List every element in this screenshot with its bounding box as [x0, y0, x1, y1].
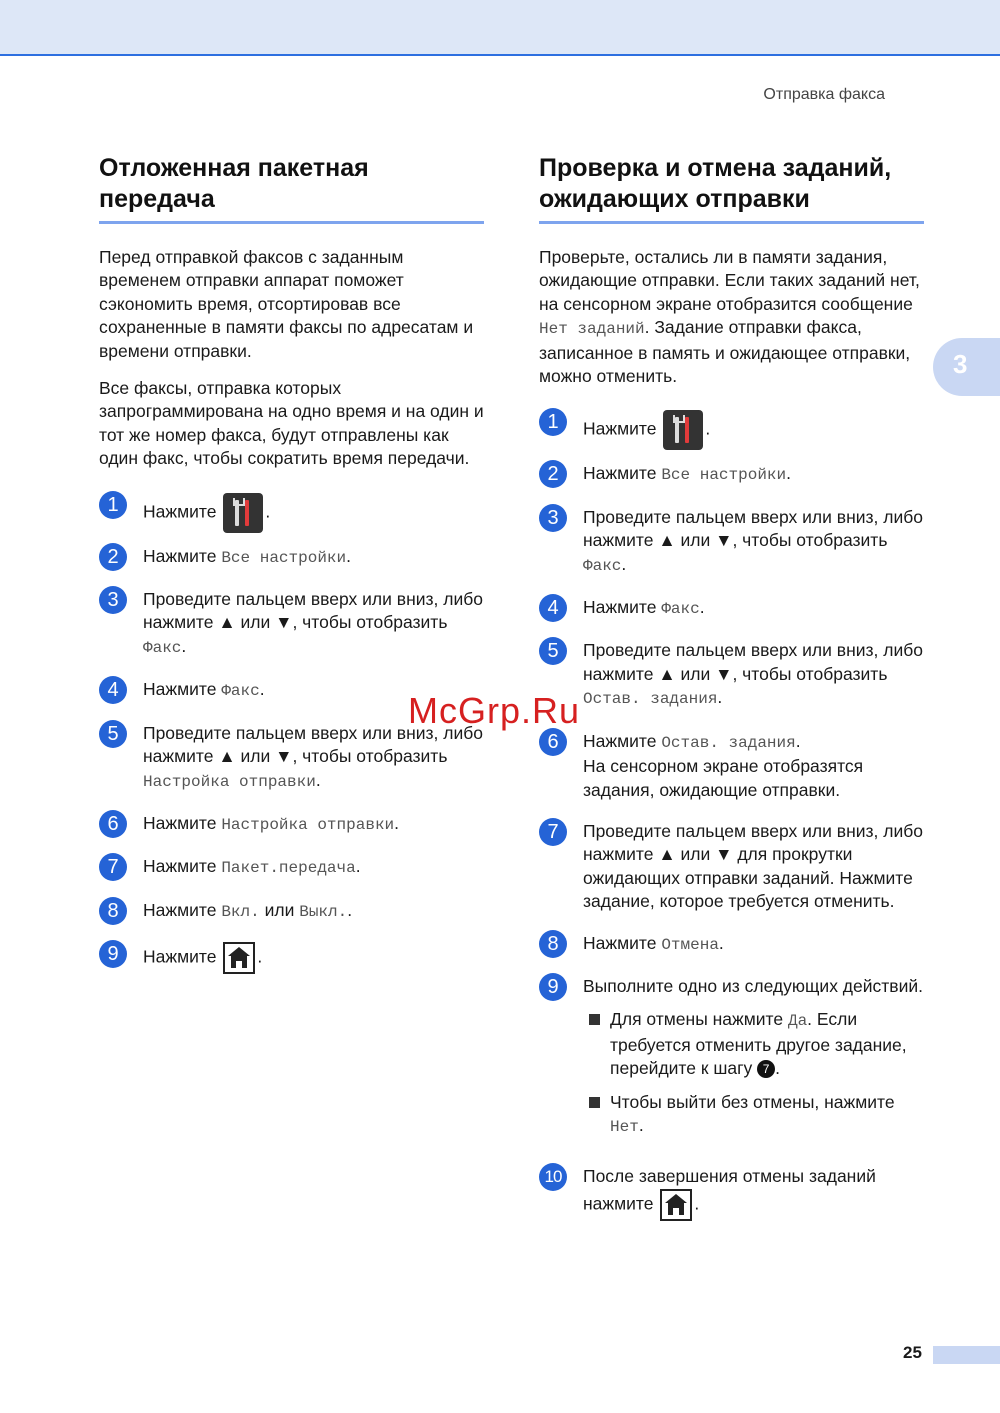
step-number: 9 — [99, 940, 127, 968]
right-step-4: 4 Нажмите Факс. — [539, 596, 924, 621]
bullet-cancel-no: Чтобы выйти без отмены, нажмите Нет. — [583, 1091, 924, 1140]
watermark: McGrp.Ru — [408, 690, 581, 731]
step-number: 7 — [99, 853, 127, 881]
chapter-tab — [933, 338, 1000, 396]
right-paragraph: Проверьте, остались ли в памяти задания, ожидающие отправки. Если таких заданий нет, на сенсорном экране отобразится сообщение Нет заданий. Задание отправки факса, записанное в память и ожидающее отправки, можно отменить. — [539, 247, 920, 387]
home-icon — [660, 1189, 692, 1221]
footer-band — [933, 1346, 1000, 1364]
step-number: 3 — [539, 504, 567, 532]
step-number: 3 — [99, 586, 127, 614]
right-steps — [539, 410, 924, 1220]
left-step-2: 2 Нажмите Все настройки. — [99, 545, 484, 570]
left-paragraph-1: Перед отправкой факсов с заданным временем отправки аппарат поможет сэкономить время, отсортировав все сохраненные в памяти факсы по адресатам и времени отправки. — [99, 247, 474, 361]
left-paragraph-2: Все факсы, отправка которых запрограммирована на одно время и на один и тот же номер факса, будут отправлены как один факс, чтобы сократить время передачи. — [99, 378, 484, 469]
step-number: 10 — [539, 1163, 567, 1191]
step-number: 9 — [539, 973, 567, 1001]
left-step-9: 9 Нажмите . — [99, 942, 484, 974]
left-section-title: Отложенная пакетная передача — [99, 153, 484, 224]
left-step-4: 4 Нажмите Факс. — [99, 678, 484, 703]
right-step-3: 3 Проведите пальцем вверх или вниз, либо нажмите ▲ или ▼, чтобы отобразить Факс. — [539, 506, 924, 578]
left-steps — [99, 493, 484, 974]
step-number: 1 — [539, 408, 567, 436]
bullet-square-icon — [589, 1097, 600, 1108]
step-reference-badge: 7 — [757, 1060, 775, 1078]
right-step-1: 1 Нажмите . — [539, 410, 924, 450]
running-title: Отправка факса — [763, 86, 885, 103]
tools-icon — [663, 410, 703, 450]
right-section-title: Проверка и отмена заданий, ожидающих отправки — [539, 153, 924, 224]
left-step-3: 3 Проведите пальцем вверх или вниз, либо нажмите ▲ или ▼, чтобы отобразить Факс. — [99, 588, 484, 660]
left-step-5: 5 Проведите пальцем вверх или вниз, либо нажмите ▲ или ▼, чтобы отобразить Настройка отправки. — [99, 722, 484, 794]
step-number: 4 — [539, 594, 567, 622]
step-number: 6 — [539, 728, 567, 756]
left-step-8: 8 Нажмите Вкл. или Выкл.. — [99, 899, 484, 924]
step-number: 1 — [99, 491, 127, 519]
home-icon — [223, 942, 255, 974]
chapter-number: 3 — [953, 349, 968, 379]
right-step-9: 9 Выполните одно из следующих действий. Для отмены нажмите Да. Если требуется отменить другое задание, перейдите к шагу 7 . Чтобы выйти без отмены, нажмите Нет. — [539, 975, 924, 1139]
page-number: 25 — [903, 1343, 922, 1362]
step-number: 8 — [99, 897, 127, 925]
right-step-10: 10 После завершения отмены заданий нажмите . — [539, 1165, 924, 1220]
bullet-square-icon — [589, 1014, 600, 1025]
left-step-1: 1 Нажмите . — [99, 493, 484, 533]
step-number: 5 — [99, 720, 127, 748]
step-number: 4 — [99, 676, 127, 704]
right-step-5: 5 Проведите пальцем вверх или вниз, либо нажмите ▲ или ▼, чтобы отобразить Остав. задания. — [539, 639, 924, 711]
tools-icon — [223, 493, 263, 533]
step-number: 2 — [539, 460, 567, 488]
bullet-cancel-yes: Для отмены нажмите Да. Если требуется отменить другое задание, перейдите к шагу 7 . — [583, 1008, 924, 1080]
step-number: 6 — [99, 810, 127, 838]
right-step-7: 7 Проведите пальцем вверх или вниз, либо нажмите ▲ или ▼ для прокрутки ожидающих отправки заданий. Нажмите задание, которое требуется отменить. — [539, 820, 924, 914]
step-number: 2 — [99, 543, 127, 571]
step-number: 7 — [539, 818, 567, 846]
left-column — [99, 153, 484, 992]
step-number: 5 — [539, 637, 567, 665]
right-step-2: 2 Нажмите Все настройки. — [539, 462, 924, 487]
right-column — [539, 153, 924, 1239]
right-step-8: 8 Нажмите Отмена. — [539, 932, 924, 957]
header-band — [0, 0, 1000, 56]
step-number: 8 — [539, 930, 567, 958]
left-step-7: 7 Нажмите Пакет.передача. — [99, 855, 484, 880]
right-step-6: 6 Нажмите Остав. задания. На сенсорном экране отобразятся задания, ожидающие отправки. — [539, 730, 924, 802]
left-step-6: 6 Нажмите Настройка отправки. — [99, 812, 484, 837]
